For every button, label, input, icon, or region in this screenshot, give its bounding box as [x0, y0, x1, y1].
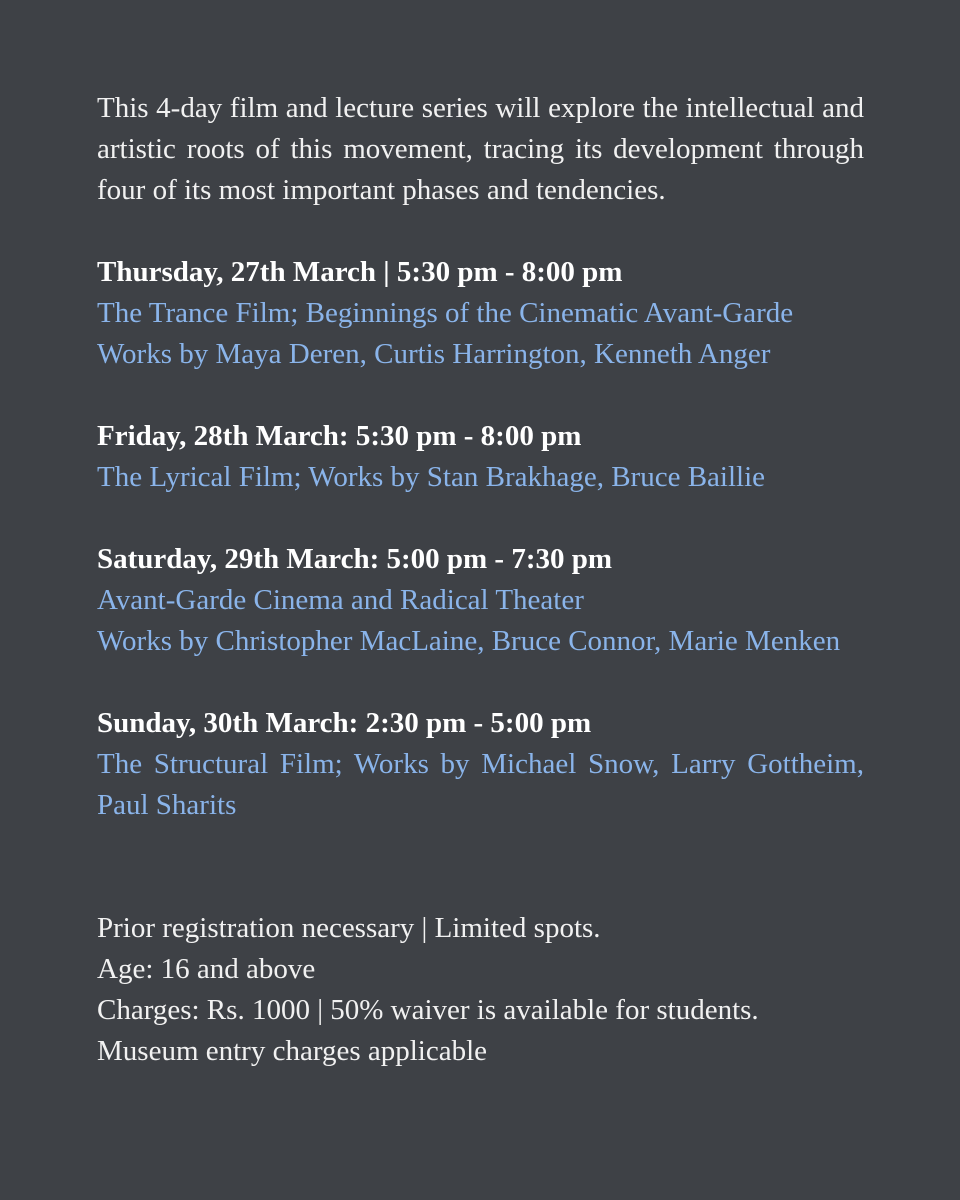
content	[97, 88, 864, 1072]
session-title: Friday, 28th March: 5:30 pm - 8:00 pm	[97, 420, 582, 452]
session-title: Sunday, 30th March: 2:30 pm - 5:00 pm	[97, 707, 592, 739]
session-title: Thursday, 27th March | 5:30 pm - 8:00 pm	[97, 256, 623, 288]
session-line: The Lyrical Film; Works by Stan Brakhage, Bruce Baillie	[97, 461, 766, 493]
session-sunday	[97, 703, 864, 826]
museum-note: Museum entry charges applicable	[97, 1035, 488, 1067]
session-title: Saturday, 29th March: 5:00 pm - 7:30 pm	[97, 543, 613, 575]
session-saturday	[97, 539, 864, 662]
session-thursday	[97, 252, 864, 375]
info-section	[97, 908, 864, 1072]
registration-note: Prior registration necessary | Limited spots.	[97, 912, 601, 944]
session-line: Works by Christopher MacLaine, Bruce Connor, Marie Menken	[97, 625, 841, 657]
age-note: Age: 16 and above	[97, 953, 316, 985]
session-friday	[97, 416, 864, 498]
session-line: Avant-Garde Cinema and Radical Theater	[97, 584, 584, 616]
charges-note: Charges: Rs. 1000 | 50% waiver is available for students.	[97, 994, 759, 1026]
session-line: The Structural Film; Works by Michael Snow, Larry Gottheim, Paul Sharits	[97, 748, 864, 821]
session-line: Works by Maya Deren, Curtis Harrington, Kenneth Anger	[97, 338, 771, 370]
intro-text: This 4-day film and lecture series will explore the intellectual and artistic roots of this movement, tracing its development through four of its most important phases and tendencies.	[97, 92, 864, 206]
session-line: The Trance Film; Beginnings of the Cinematic Avant-Garde	[97, 297, 794, 329]
